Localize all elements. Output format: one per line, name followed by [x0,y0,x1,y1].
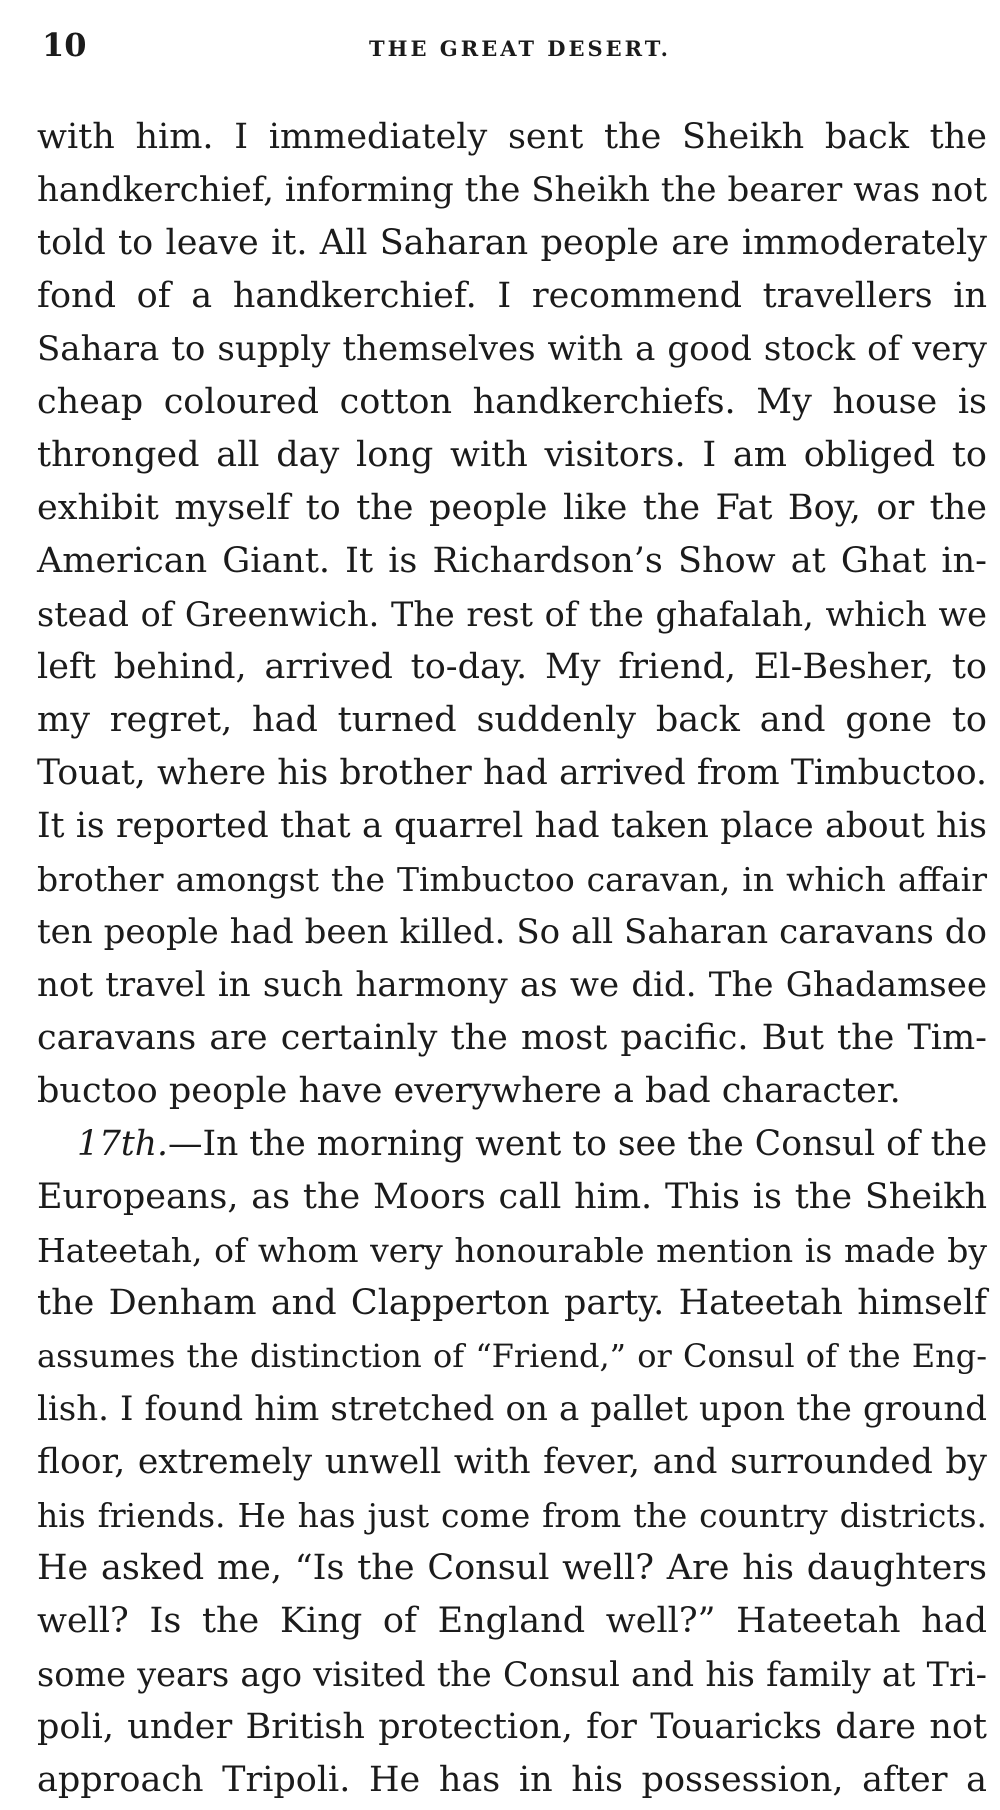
date-mark: 17th. [77,1124,168,1164]
text-line: cheap coloured cotton handkerchiefs. My house is [37,382,987,422]
text-line: He asked me, “Is the Consul well? Are his daughters [37,1548,987,1588]
text-line: well? Is the King of England well?” Hateetah had [37,1601,987,1641]
text-line: ten people had been killed. So all Saharan caravans do [37,912,987,952]
text-line: exhibit myself to the people like the Fat Boy, or the [37,488,987,528]
text-line: buctoo people have everywhere a bad character. [37,1071,901,1111]
text-line: handkerchief, informing the Sheikh the bearer was not [37,170,987,210]
text-line: left behind, arrived to-day. My friend, El-Besher, to [37,647,987,687]
text-line: floor, extremely unwell with fever, and surrounded by [37,1442,987,1482]
text-line: American Giant. It is Richardson’s Show at Ghat in- [37,541,987,581]
text-line: the Denham and Clapperton party. Hateetah himself [37,1283,987,1323]
text-line: his friends. He has just come from the country districts. [37,1496,987,1535]
text-line: my regret, had turned suddenly back and gone to [37,700,987,740]
text-line: told to leave it. All Saharan people are immoderately [37,223,987,263]
text-line: with him. I immediately sent the Sheikh back the [37,117,987,157]
running-title: THE GREAT DESERT. [369,36,671,61]
text-line: some years ago visited the Consul and his family at Tri- [37,1655,987,1694]
body-text [37,111,987,1807]
text-line: not travel in such harmony as we did. The Ghadamsee [37,965,987,1005]
text-line: assumes the distinction of “Friend,” or Consul of the Eng- [37,1337,987,1375]
paragraph-first-line [37,1118,987,1171]
text-line: Hateetah, of whom very honourable mention is made by [37,1231,987,1270]
text-line: Europeans, as the Moors call him. This is the Sheikh [37,1177,987,1217]
text-line: lish. I found him stretched on a pallet upon the ground [37,1389,987,1429]
text-line: It is reported that a quarrel had taken place about his [37,806,987,846]
text-line: stead of Greenwich. The rest of the ghafalah, which we [37,595,987,634]
text-line: poli, under British protection, for Touaricks dare not [37,1707,987,1747]
text-line: thronged all day long with visitors. I am obliged to [37,435,987,475]
page-number: 10 [42,26,87,64]
text-line: Touat, where his brother had arrived from Timbuctoo. [37,753,987,793]
text-line: brother amongst the Timbuctoo caravan, in which affair [37,860,987,899]
text-line: Sahara to supply themselves with a good stock of very [37,329,987,369]
text-line: fond of a handkerchief. I recommend travellers in [37,276,987,316]
text-line: caravans are certainly the most pacific. But the Tim- [37,1018,987,1058]
first-line-text: —In the morning went to see the Consul of the [167,1124,988,1164]
text-line: approach Tripoli. He has in his possession, after a [37,1760,987,1800]
